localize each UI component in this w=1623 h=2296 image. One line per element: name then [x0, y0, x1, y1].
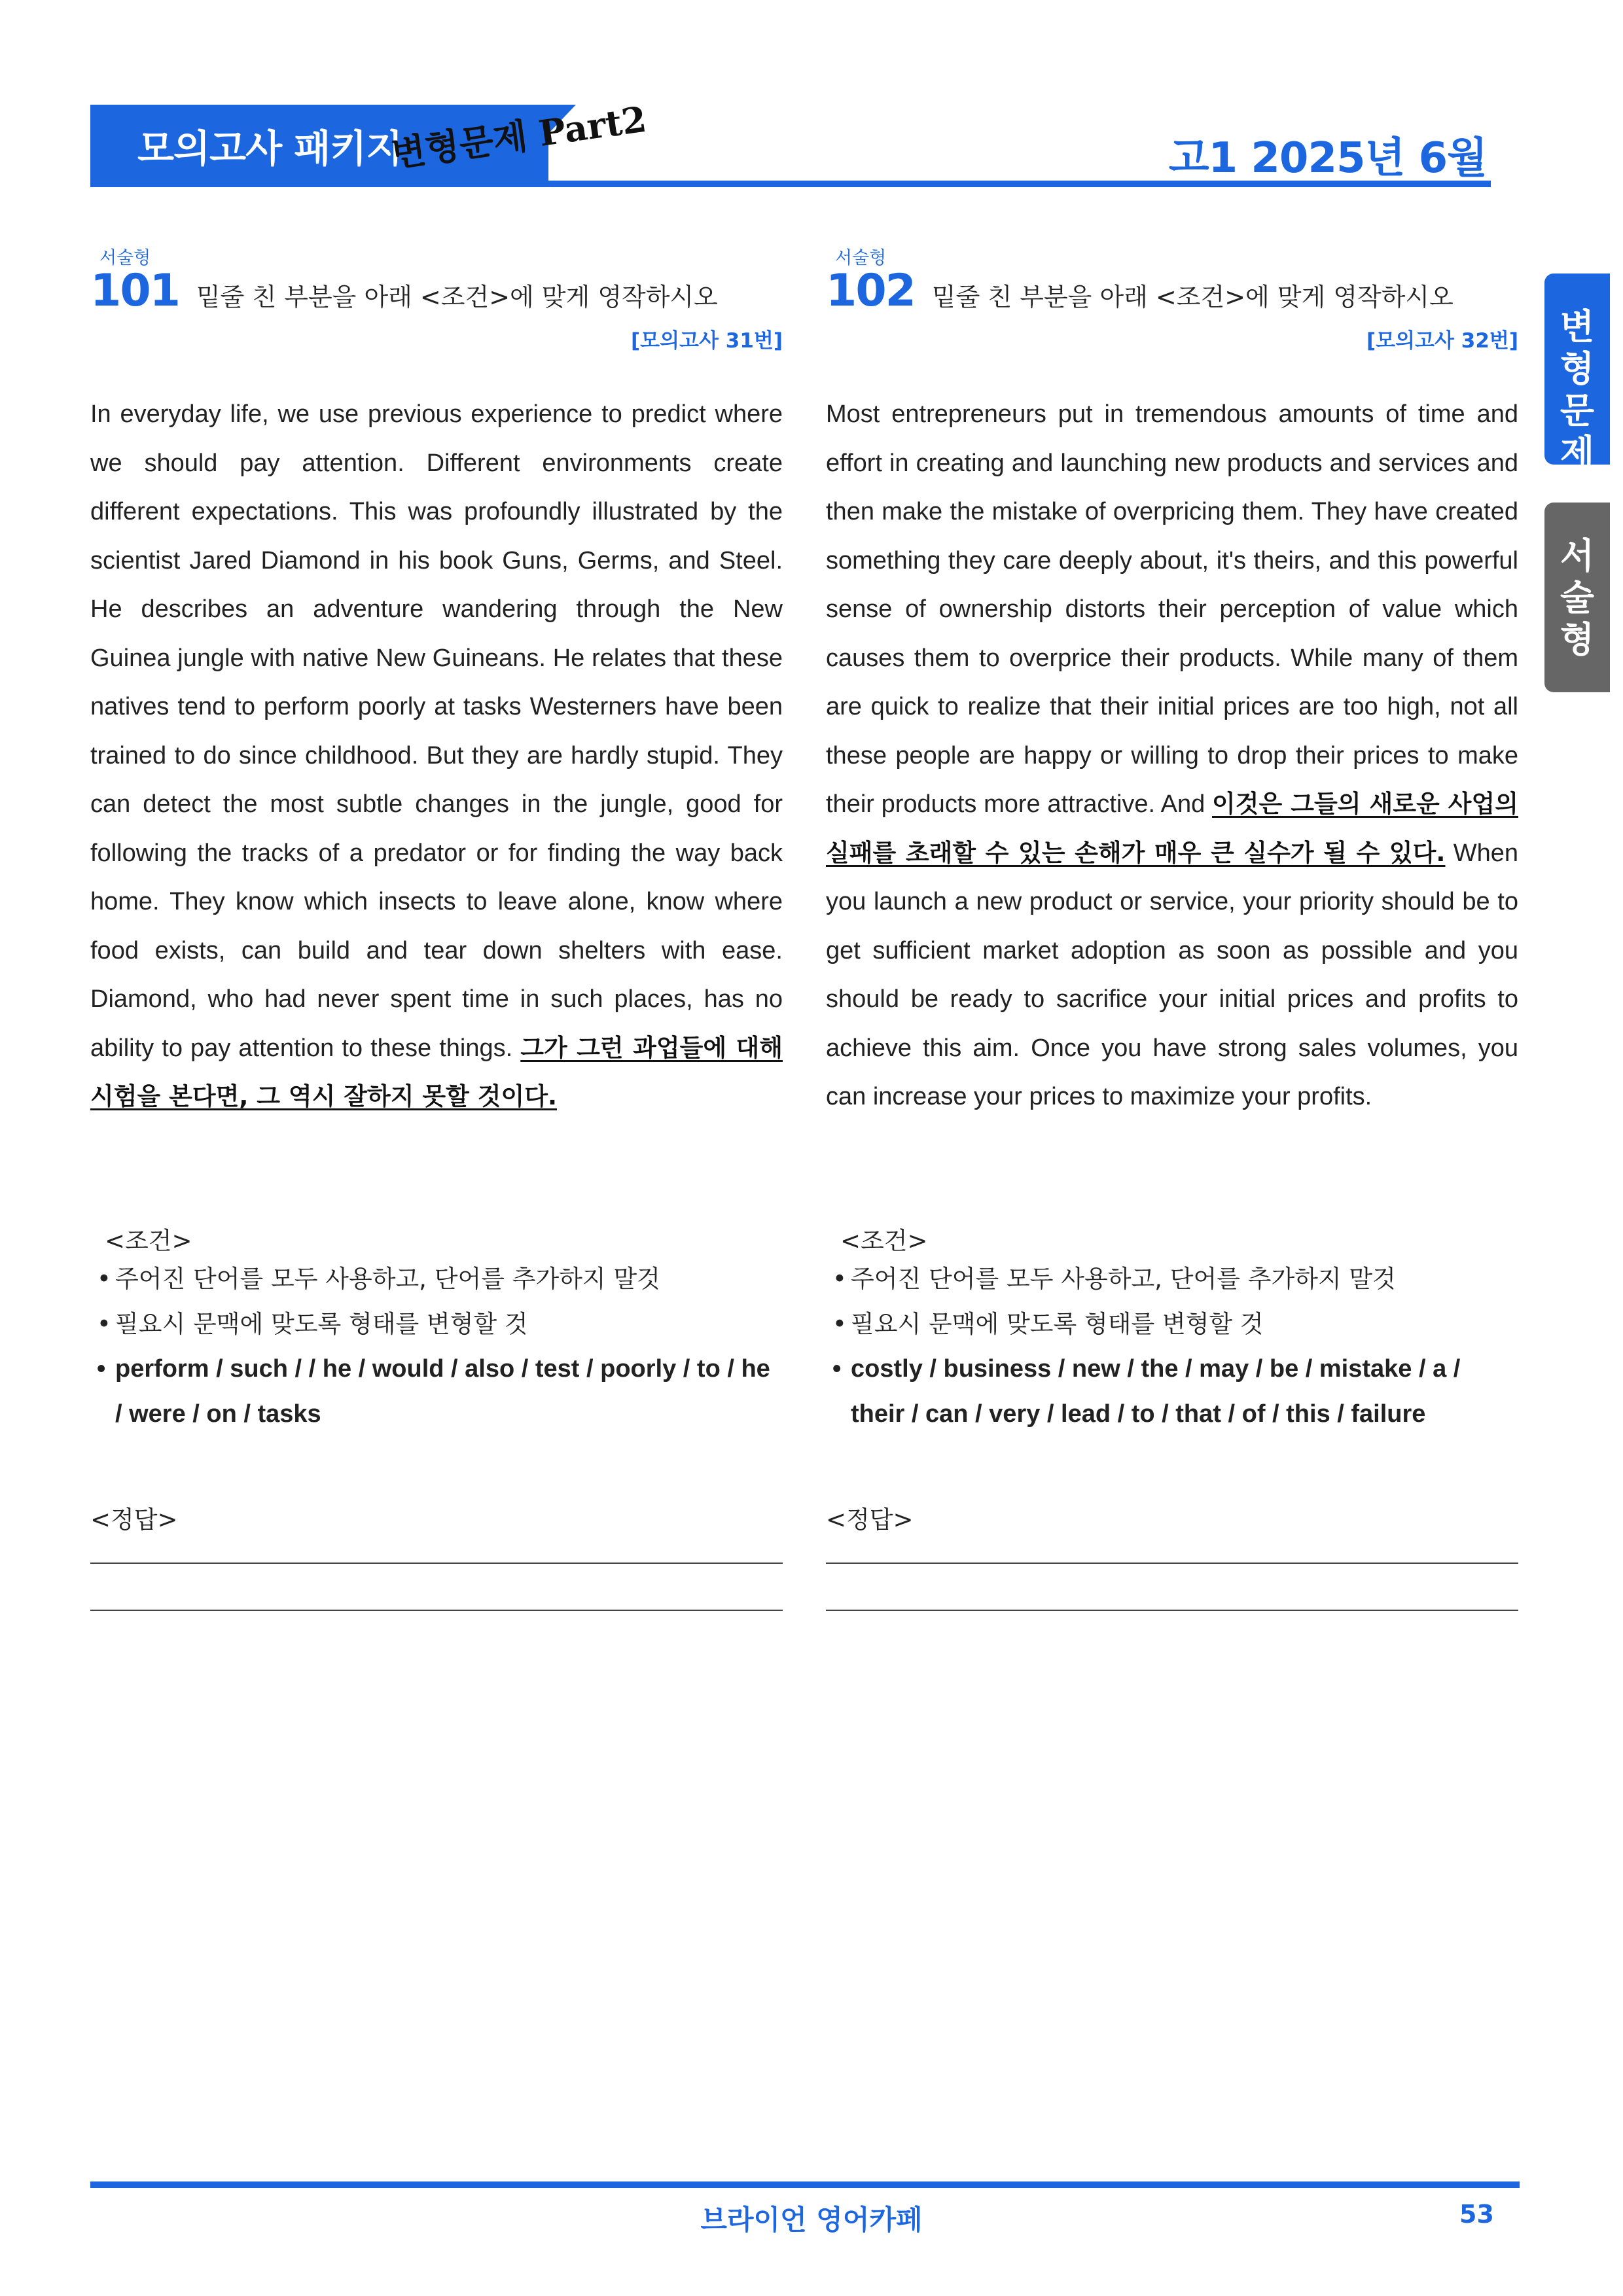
bullet-icon: • — [97, 1265, 111, 1293]
underlined-target-sentence: 그가 그런 과업들에 대해 시험을 본다면, 그 역시 잘하지 못할 것이다. — [90, 1033, 783, 1110]
answer-label: <정답> — [90, 1506, 178, 1534]
side-tab-char: 제 — [1560, 432, 1595, 473]
exam-grade-title: 고1 2025년 6월 — [1168, 134, 1487, 183]
conditions-title: <조건> — [840, 1227, 928, 1255]
header-subtitle: 변형문제 Part2 — [389, 97, 649, 175]
word-bank — [90, 1347, 783, 1437]
side-tab-char: 문 — [1560, 390, 1595, 431]
question-source: [모의고사 31번] — [631, 329, 783, 353]
question-type-label: 서술형 — [835, 248, 887, 268]
conditions-box — [90, 1221, 783, 1437]
side-tab-descriptive — [1544, 503, 1610, 692]
question-heading — [826, 265, 1518, 317]
bullet-icon: • — [832, 1310, 847, 1338]
answer-line[interactable] — [826, 1610, 1518, 1611]
condition-item — [826, 1301, 1518, 1347]
header-title: 모의고사 패키지 — [137, 126, 402, 171]
question-instruction: 밑줄 친 부분을 아래 <조건>에 맞게 영작하시오 — [931, 283, 1454, 311]
word-bank — [826, 1347, 1518, 1437]
answer-line[interactable] — [90, 1610, 783, 1611]
conditions-box — [826, 1221, 1518, 1437]
question-heading — [90, 265, 783, 317]
question-type-label: 서술형 — [99, 248, 151, 268]
question-102 — [826, 243, 1518, 1122]
question-number: 101 — [90, 265, 179, 317]
question-number: 102 — [826, 265, 915, 317]
footer-brand: 브라이언 영어카페 — [700, 2204, 923, 2236]
condition-item — [826, 1256, 1518, 1301]
word-bank-text: costly / business / new / the / may / be / mistake / a / their / can / very / lead / to / that / of / this / failure — [851, 1355, 1461, 1428]
underlined-target-sentence: 이것은 그들의 새로운 사업의 실패를 초래할 수 있는 손해가 매우 큰 실수가 될 수 있다. — [826, 790, 1518, 867]
bullet-icon: • — [97, 1355, 106, 1383]
bullet-icon: • — [97, 1310, 111, 1338]
side-tab-char: 서 — [1560, 535, 1595, 576]
side-tab-variant-questions — [1544, 274, 1610, 473]
bullet-icon: • — [832, 1265, 847, 1293]
question-101 — [90, 243, 783, 1122]
passage-text-after: When you launch a new product or service, your priority should be to get sufficient market adoption as soon as possible and you should be ready to sacrifice your initial prices and profits to achieve this aim. Once you have strong sales volumes, you can increase your prices to maximize your profits. — [826, 839, 1518, 1110]
side-tab-char: 변 — [1560, 306, 1595, 347]
answer-line[interactable] — [90, 1563, 783, 1564]
question-instruction: 밑줄 친 부분을 아래 <조건>에 맞게 영작하시오 — [196, 283, 718, 311]
answer-box — [90, 1500, 783, 1611]
condition-text: 주어진 단어를 모두 사용하고, 단어를 추가하지 말것 — [851, 1265, 1396, 1293]
condition-text: 필요시 문맥에 맞도록 형태를 변형할 것 — [851, 1310, 1264, 1338]
passage-text: In everyday life, we use previous experience to predict where we should pay attention. Different environments create different expectations. This was profoundly illustrated by the scientist Jared Diamond in his book Guns, Germs, and Steel. He describes an adventure wandering through the New Guinea jungle with native New Guineans. He relates that these natives tend to perform poorly at tasks Westerners have been trained to do since childhood. But they are hardly stupid. They can detect the most subtle changes in the jungle, good for following the tracks of a predator or for finding the way back home. They know which insects to leave alone, know where food exists, can build and tear down shelters with ease. Diamond, who had never spent time in such places, has no ability to pay attention to these things. — [90, 400, 783, 1062]
footer-rule — [90, 2181, 1520, 2188]
answer-label: <정답> — [826, 1506, 914, 1534]
question-source: [모의고사 32번] — [1366, 329, 1518, 353]
answer-line[interactable] — [826, 1563, 1518, 1564]
passage-text: Most entrepreneurs put in tremendous amounts of time and effort in creating and launching new products and services and then make the mistake of overpricing them. They have created something they care deeply about, it's theirs, and this powerful sense of ownership distorts their perception of value which causes them to overprice their products. While many of them are quick to realize that their initial prices are too high, not all these people are happy or willing to drop their prices to make their products more attractive. And — [826, 400, 1518, 818]
passage — [826, 390, 1518, 1122]
condition-item — [90, 1256, 783, 1301]
word-bank-text: perform / such / / he / would / also / test / poorly / to / he / were / on / tasks — [115, 1355, 770, 1428]
page-number: 53 — [1459, 2200, 1494, 2229]
side-tab-char: 술 — [1560, 577, 1595, 618]
side-tab-char: 형 — [1560, 619, 1595, 660]
bullet-icon: • — [832, 1355, 842, 1383]
side-tab-char: 형 — [1560, 348, 1595, 389]
condition-item — [90, 1301, 783, 1347]
answer-box — [826, 1500, 1518, 1611]
condition-text: 필요시 문맥에 맞도록 형태를 변형할 것 — [115, 1310, 528, 1338]
conditions-title: <조건> — [105, 1227, 192, 1255]
passage — [90, 390, 783, 1122]
condition-text: 주어진 단어를 모두 사용하고, 단어를 추가하지 말것 — [115, 1265, 660, 1293]
